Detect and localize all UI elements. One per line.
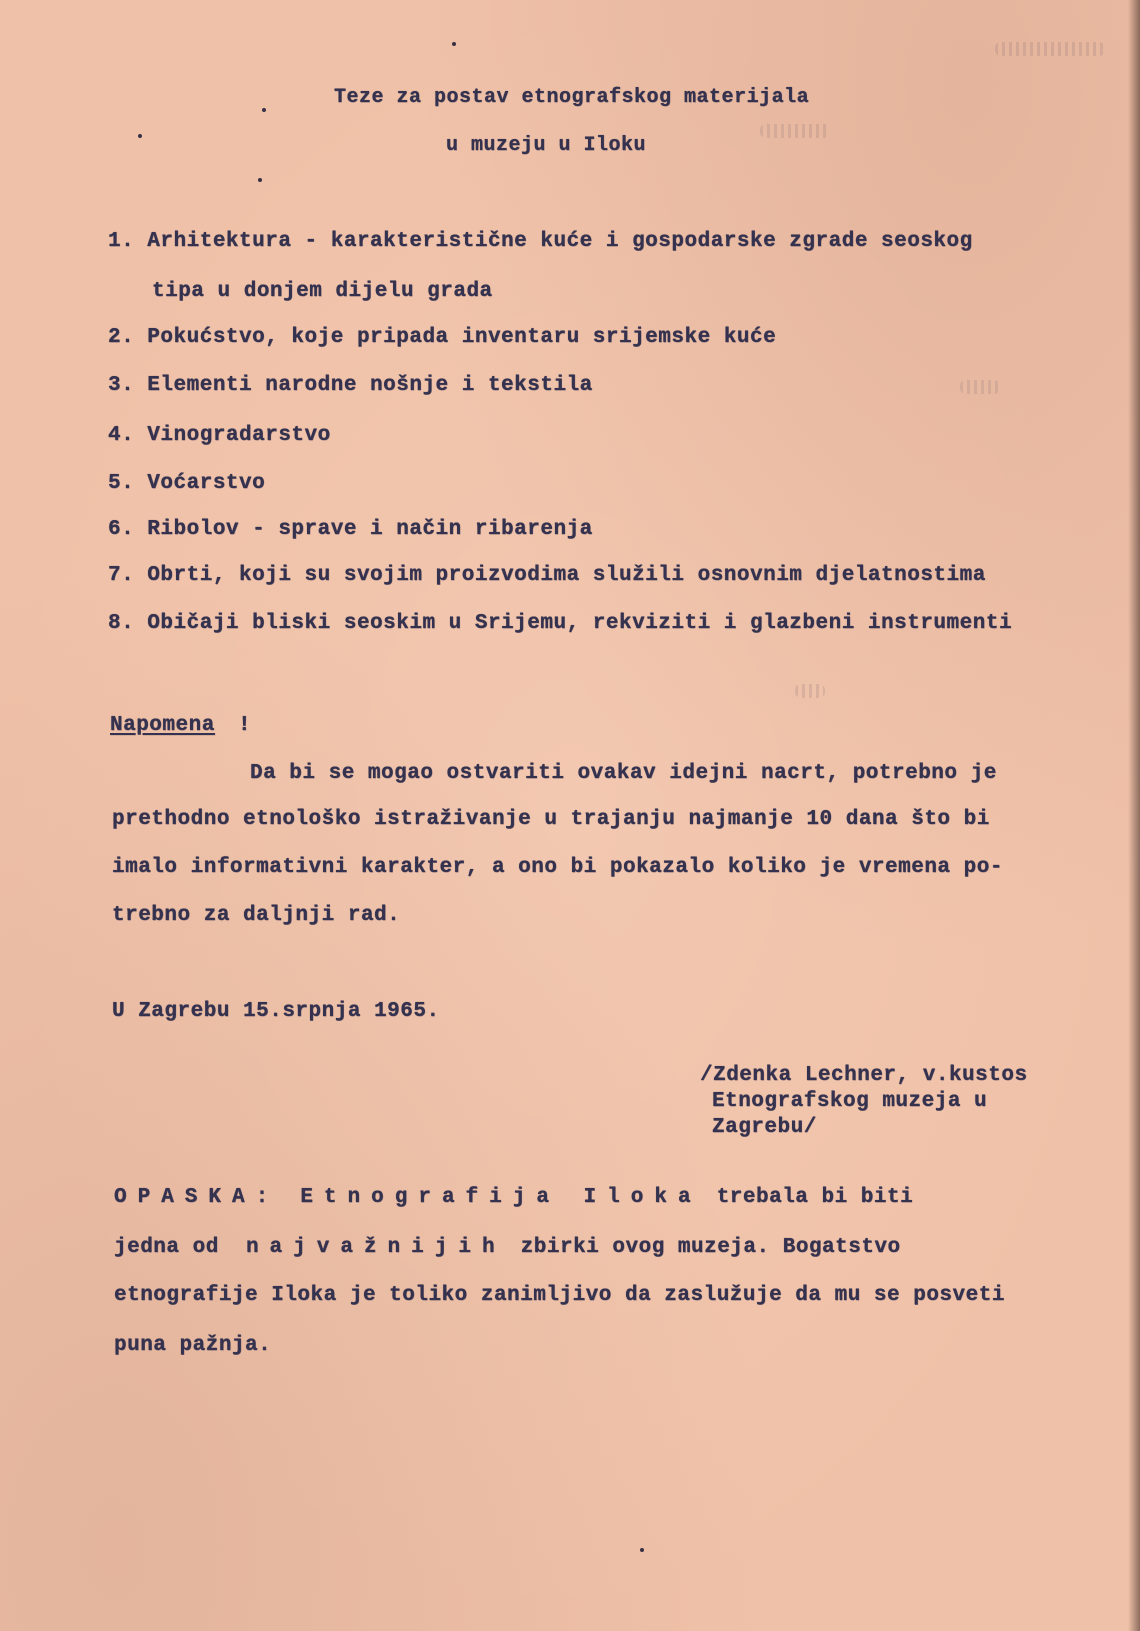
list-item: 5. Voćarstvo — [108, 472, 266, 495]
remark-line: etnografije Iloka je toliko zanimljivo da zaslužuje da mu se posveti — [114, 1284, 1005, 1307]
list-item: 7. Obrti, koji su svojim proizvodima služili osnovnim djelatnostima — [108, 564, 986, 587]
ink-speck — [262, 108, 266, 112]
paper-smudge — [960, 380, 1000, 394]
paper-smudge — [760, 124, 830, 138]
signature-line: Zagrebu/ — [712, 1116, 817, 1139]
remark-line — [114, 1186, 913, 1209]
note-line: trebno za daljnji rad. — [112, 904, 401, 927]
list-item: 4. Vinogradarstvo — [108, 424, 331, 447]
note-line: imalo informativni karakter, a ono bi pokazalo koliko je vremena po- — [112, 856, 1003, 879]
remark-text: zbirki ovog muzeja. Bogatstvo — [520, 1236, 901, 1259]
signature-line: /Zdenka Lechner, v.kustos — [700, 1064, 1028, 1087]
note-line: Da bi se mogao ostvariti ovakav idejni nacrt, potrebno je — [250, 762, 997, 785]
signature-line: Etnografskog muzeja u — [712, 1090, 988, 1113]
list-item: 1. Arhitektura - karakteristične kuće i gospodarske zgrade seoskog — [108, 230, 973, 253]
remark-label: OPASKA: — [114, 1186, 280, 1209]
remark-emphasis: Etnografija Iloka — [300, 1186, 702, 1209]
remark-text: jedna od — [114, 1236, 219, 1259]
document-title: Teze za postav etnografskog materijala — [334, 86, 810, 109]
list-item: 6. Ribolov - sprave i način ribarenja — [108, 518, 593, 541]
place-date: U Zagrebu 15.srpnja 1965. — [112, 1000, 440, 1023]
remark-emphasis: najvažnijih — [245, 1236, 506, 1259]
ink-speck — [452, 42, 456, 46]
paper-smudge — [995, 42, 1105, 56]
note-label: Napomena — [110, 714, 215, 737]
list-item: 2. Pokućstvo, koje pripada inventaru srijemske kuće — [108, 326, 777, 349]
note-heading — [110, 714, 251, 737]
ink-speck — [138, 134, 142, 138]
remark-line — [114, 1236, 901, 1259]
remark-text: trebala bi biti — [716, 1186, 914, 1209]
ink-speck — [258, 178, 262, 182]
document-subtitle: u muzeju u Iloku — [446, 134, 647, 157]
list-item: 8. Običaji bliski seoskim u Srijemu, rekviziti i glazbeni instrumenti — [108, 612, 1013, 635]
page-edge-shadow — [1128, 0, 1140, 1631]
ink-speck — [640, 1548, 644, 1552]
list-item: tipa u donjem dijelu grada — [152, 280, 493, 303]
note-mark: ! — [237, 714, 252, 737]
note-line: prethodno etnološko istraživanje u trajanju najmanje 10 dana što bi — [112, 808, 990, 831]
remark-line: puna pažnja. — [114, 1334, 272, 1357]
list-item: 3. Elementi narodne nošnje i tekstila — [108, 374, 593, 397]
paper-smudge — [795, 684, 825, 698]
